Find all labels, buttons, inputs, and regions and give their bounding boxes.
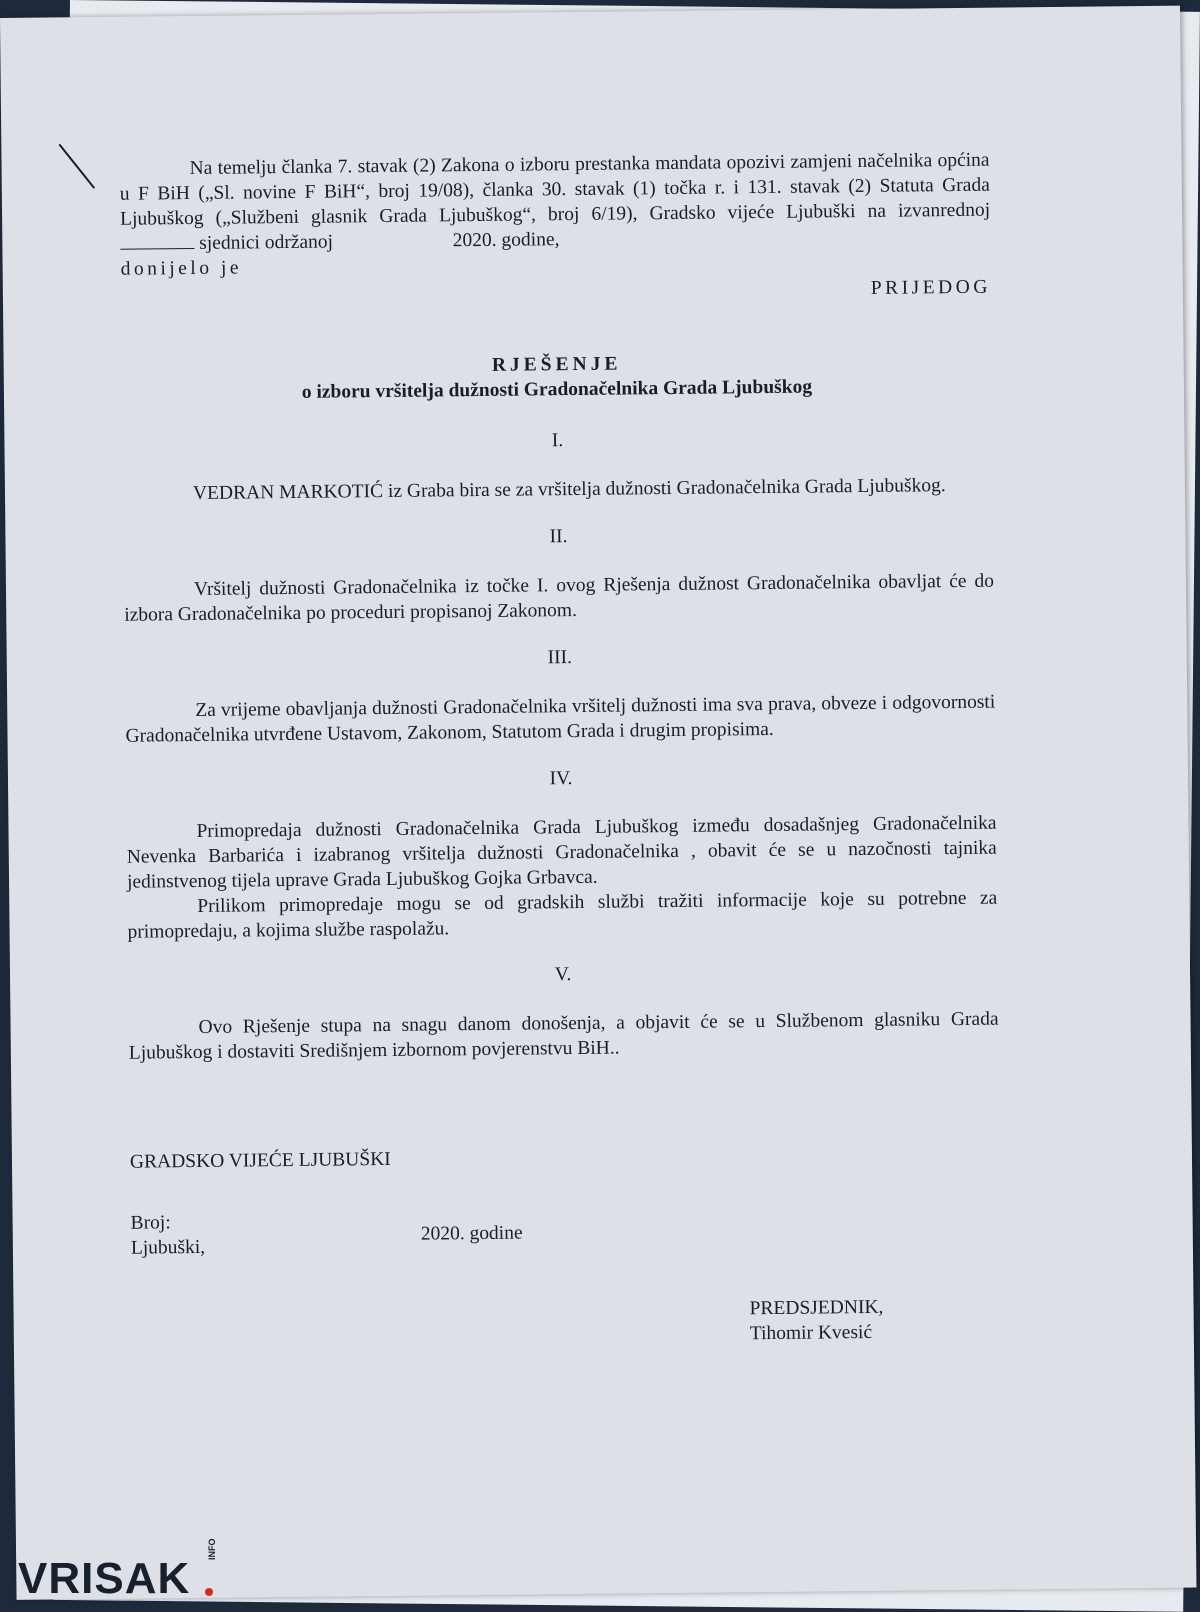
pen-mark (59, 144, 96, 189)
section-paragraph: Vršitelj dužnosti Gradonačelnika iz točke I. ovog Rješenja dužnost Gradonačelnika obavljat će do izbora Gradonačelnika po proceduri propisanoj Zakonom. (124, 570, 995, 626)
document-body (119, 148, 1001, 1353)
vrisak-logo: VRISAK (18, 1554, 191, 1603)
document-page (0, 6, 1197, 1603)
section-paragraph: Ovo Rješenje stupa na snagu danom donošenja, a objavit će se u Službenom glasniku Grada Ljubuškog i dostaviti Središnjem izbornom povjerenstvu BiH.. (128, 1008, 999, 1064)
prijedog-label: PRIJEDOG (870, 276, 991, 299)
place-label: Ljubuški, (130, 1236, 206, 1259)
document-title: RJEŠENJE (491, 353, 622, 376)
donijelo-text: donijelo je (120, 257, 243, 280)
broj-label: Broj: (130, 1212, 171, 1234)
logo-dot-icon (205, 1588, 213, 1596)
preamble-date: 2020. godine, (452, 229, 560, 252)
section-paragraph: Za vrijeme obavljanja dužnosti Gradonačelnika vršitelj dužnosti ima sva prava, obveze i odgovornosti Gradonačelnika utvrđene Ustavom, Zakonom, Statutom Grada i drugim propisima. (125, 691, 996, 747)
section-paragraph: Prilikom primopredaje mogu se od gradskih službi tražiti informacije koje su potrebne za primopredaju, a kojima službe raspolažu. (127, 887, 998, 943)
president-name: Tihomir Kvesić (749, 1321, 873, 1345)
section-numeral: III. (547, 647, 573, 669)
section-numeral: II. (549, 526, 568, 548)
section-paragraph: Primopredaja dužnosti Gradonačelnika Grada Ljubuškog između dosadašnjeg Gradonačelnika Nevenka Barbarića i izabranog vršitelja dužnosti Gradonačelnika , obavit će se u nazočnosti tajnika jedinstvenog tijela uprave Grada Ljubuškog Gojka Grbavca. (126, 812, 997, 893)
preamble (119, 148, 990, 257)
document-date: 2020. godine (420, 1222, 523, 1245)
section-numeral: IV. (549, 768, 573, 790)
section-numeral: I. (551, 430, 564, 452)
document-subtitle: o izboru vršitelja dužnosti Gradonačelnika Grada Ljubuškog (301, 376, 813, 403)
president-block (749, 1294, 1002, 1347)
section-paragraph: VEDRAN MARKOTIĆ iz Graba bira se za vršitelja dužnosti Gradonačelnika Grada Ljubuškog. (192, 475, 946, 505)
reference-block (130, 1202, 1001, 1267)
preamble-session: sjednici održanoj (199, 231, 334, 254)
preamble-text: Na temelju članka 7. stavak (2) Zakona o izboru prestanka mandata opozivi zamjeni načelnika općina u F BiH („Sl. novine F BiH“, broj 19/08), članka 30. stavak (1) točka r. i 131. stavak (2) Statuta Grada Ljubuškog („Službeni glasnik Grada Ljubuškog“, broj 6/19), Gradsko vijeće Ljubuški na izvanrednoj (119, 149, 991, 230)
president-title: PREDSJEDNIK, (749, 1296, 884, 1320)
session-number-blank (120, 234, 194, 250)
section-numeral: V. (554, 964, 572, 986)
logo-suffix: INFO (207, 1538, 217, 1560)
council-name: GRADSKO VIJEĆE LJUBUŠKI (129, 1148, 391, 1173)
